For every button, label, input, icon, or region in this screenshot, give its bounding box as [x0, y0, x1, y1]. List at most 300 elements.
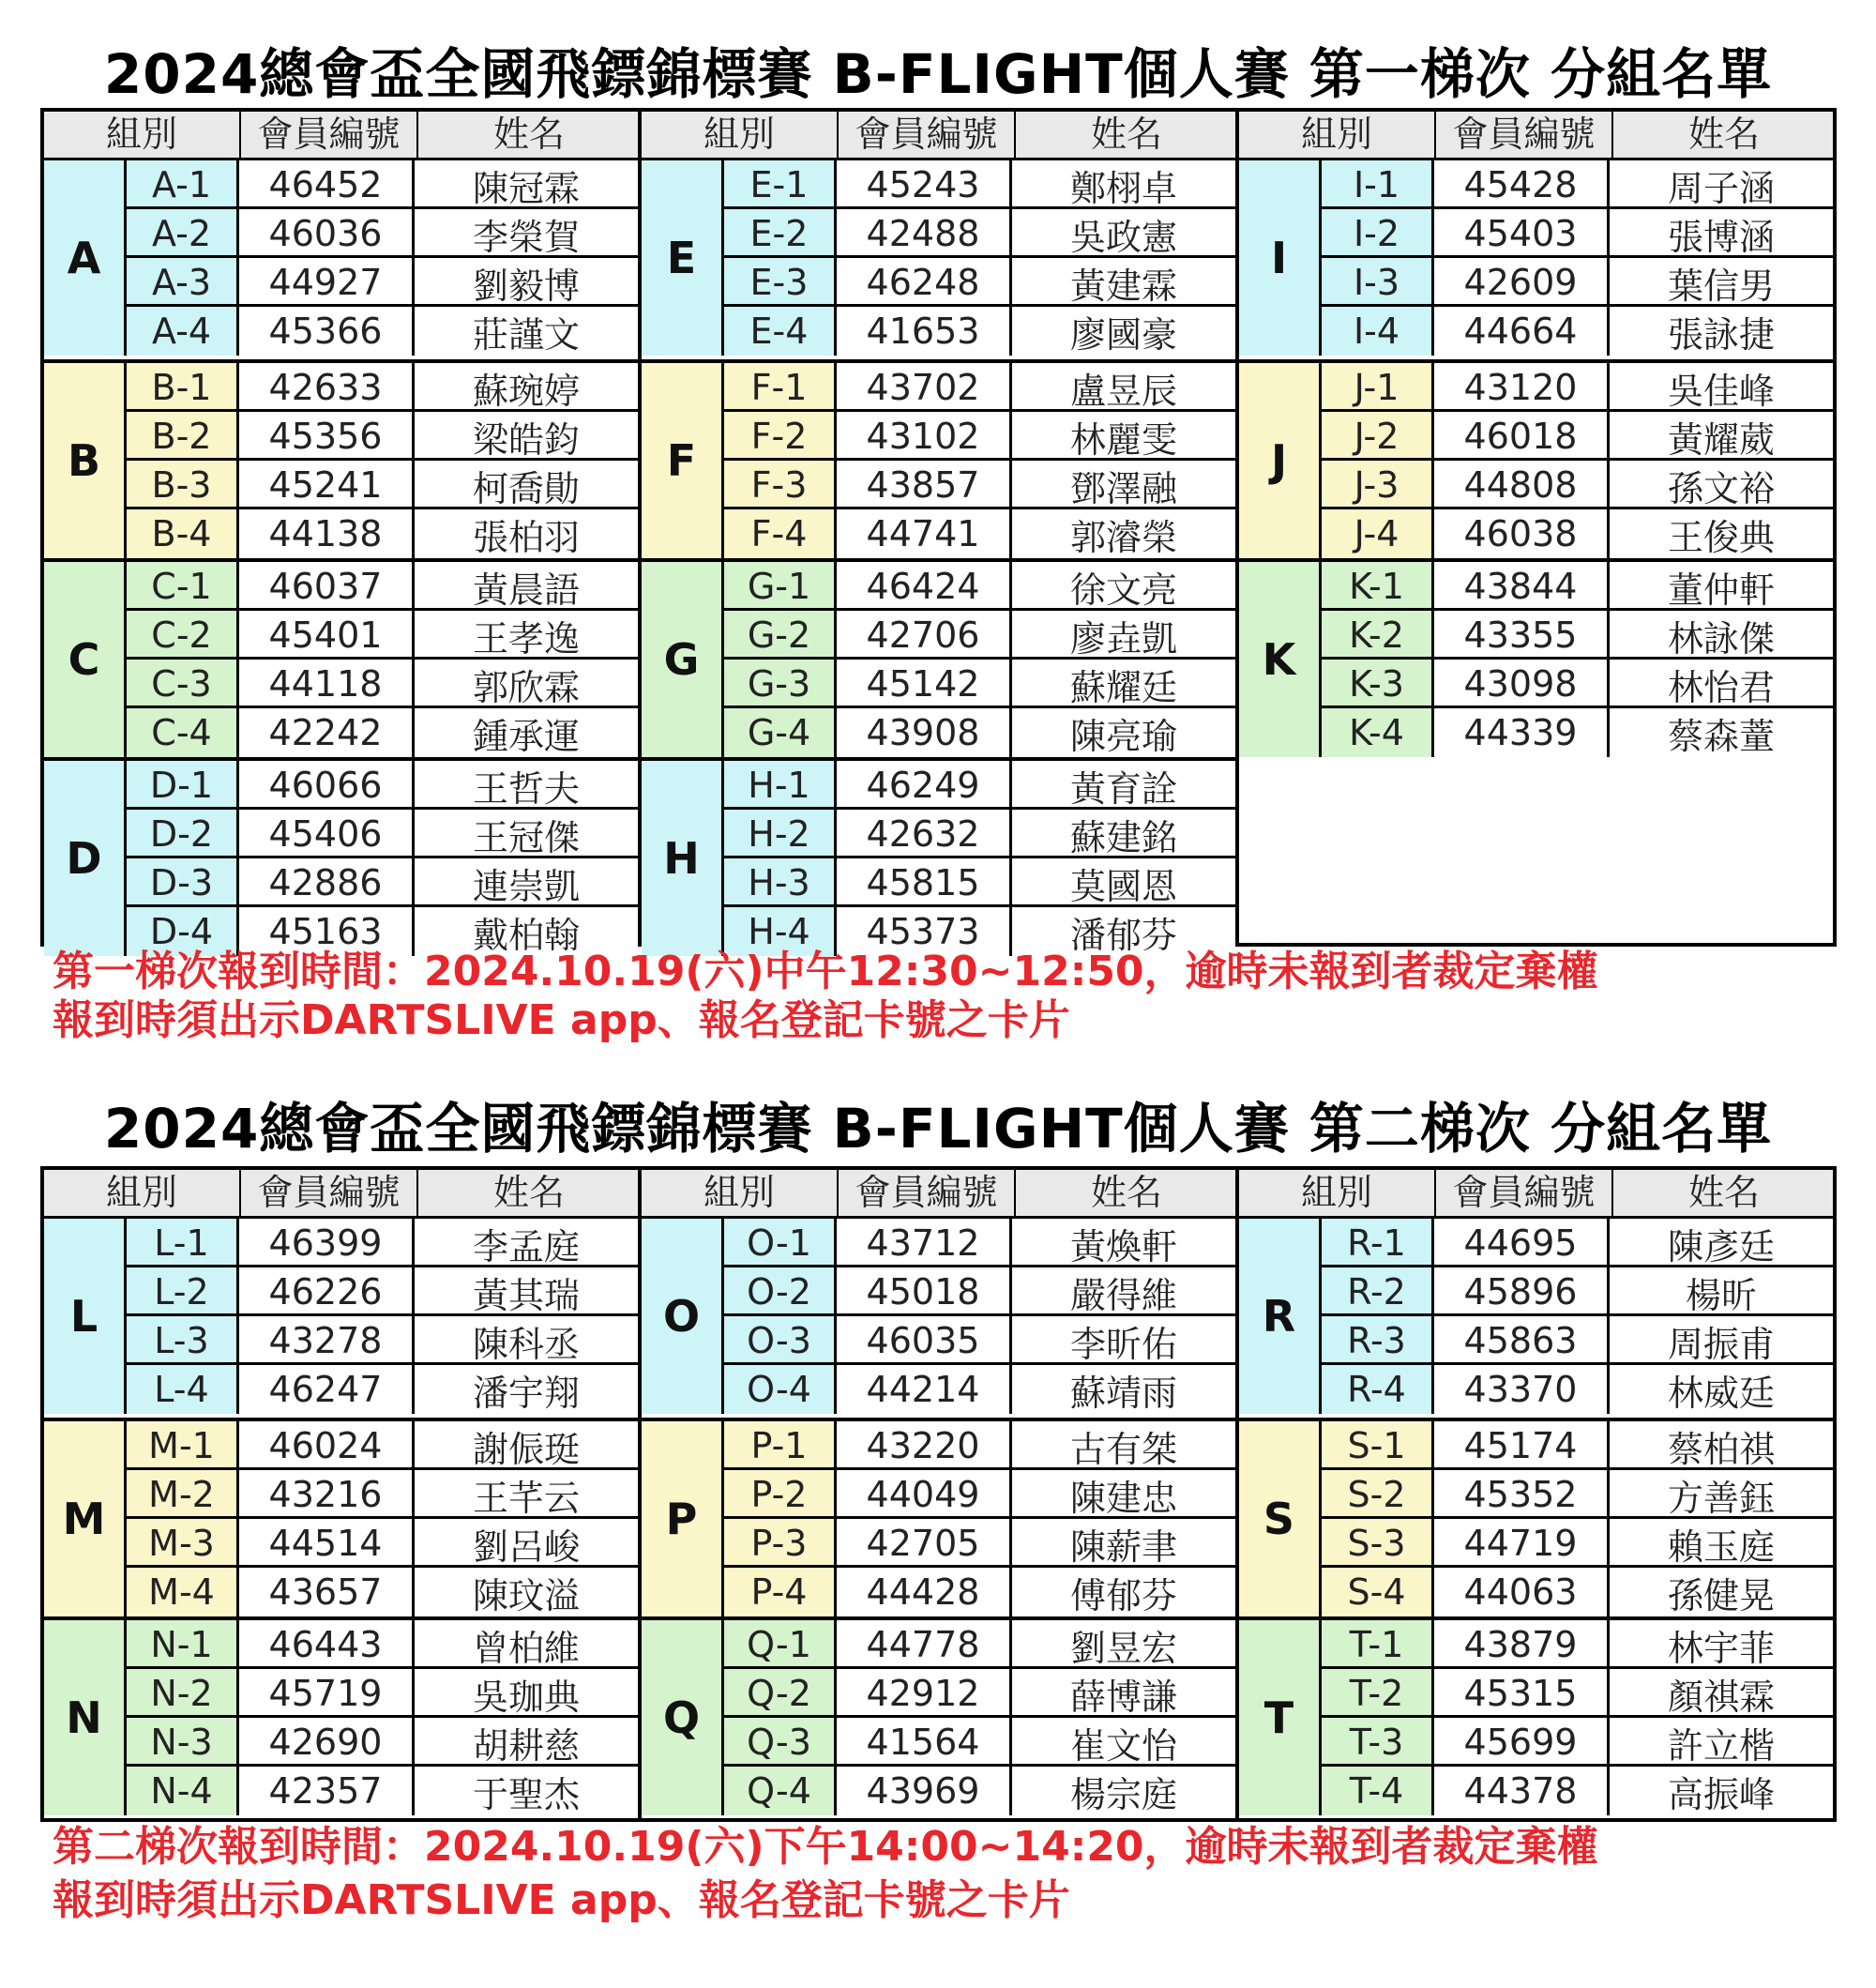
player-name: 黃育詮: [1012, 761, 1235, 810]
player-name: 胡耕慈: [415, 1718, 638, 1767]
seed-code: G-4: [724, 708, 837, 757]
section-1-column-1: [44, 112, 642, 956]
seed-code: B-3: [127, 461, 239, 509]
group-label: B: [44, 363, 127, 558]
player-name: 蘇琬婷: [415, 363, 638, 412]
table-row: [1322, 657, 1833, 708]
member-id: 45863: [1434, 1316, 1610, 1365]
player-name: 吳佳峰: [1610, 363, 1833, 412]
seed-code: M-2: [127, 1470, 239, 1519]
header-group: 組別: [1300, 1172, 1372, 1213]
group-label: S: [1239, 1421, 1322, 1616]
player-name: 陳玟溢: [415, 1568, 638, 1616]
table-row: [127, 1620, 638, 1669]
table-row: [724, 507, 1235, 558]
group-label: E: [642, 160, 724, 356]
table-row: [127, 507, 638, 558]
seed-code: H-2: [724, 810, 837, 858]
member-id: 44927: [239, 258, 415, 307]
player-name: 張詠捷: [1610, 307, 1833, 356]
section-1-card-note: 報到時須出示DARTSLIVE app、報名登記卡號之卡片: [53, 996, 1070, 1044]
seed-code: D-2: [127, 810, 239, 858]
seed-code: L-3: [127, 1316, 239, 1365]
player-name: 盧昱辰: [1012, 363, 1235, 412]
player-name: 王芊云: [415, 1470, 638, 1519]
group-label: Q: [642, 1620, 724, 1815]
seed-code: I-1: [1322, 160, 1434, 209]
player-name: 劉呂峻: [415, 1519, 638, 1568]
player-name: 柯喬勛: [415, 461, 638, 509]
table-row: [127, 608, 638, 660]
table-row: [724, 1265, 1235, 1316]
table-row: [1322, 409, 1833, 461]
player-name: 梁皓鈞: [415, 412, 638, 461]
table-row: [127, 761, 638, 810]
header-member-id: 會員編號: [837, 112, 1014, 158]
table-row: [724, 458, 1235, 509]
player-name: 蔡柏祺: [1610, 1421, 1833, 1470]
player-name: 陳建忠: [1012, 1470, 1235, 1519]
player-name: 林怡君: [1610, 660, 1833, 708]
table-row: [127, 657, 638, 708]
member-id: 46247: [239, 1365, 415, 1414]
table-row: [1322, 363, 1833, 412]
player-name: 許立楷: [1610, 1718, 1833, 1767]
player-name: 郭濬榮: [1012, 509, 1235, 558]
table-row: [127, 255, 638, 307]
player-name: 林詠傑: [1610, 611, 1833, 660]
table-row: [724, 1516, 1235, 1568]
seed-code: P-4: [724, 1568, 837, 1616]
seed-code: Q-2: [724, 1669, 837, 1718]
seed-code: B-4: [127, 509, 239, 558]
member-id: 44664: [1434, 307, 1610, 356]
table-row: [127, 1764, 638, 1815]
column-header: [642, 112, 1235, 160]
seed-code: G-1: [724, 562, 837, 611]
seed-code: J-4: [1322, 509, 1434, 558]
seed-code: O-4: [724, 1365, 837, 1414]
table-row: [1322, 1516, 1833, 1568]
member-id: 45401: [239, 611, 415, 660]
table-row: [127, 160, 638, 209]
seed-code: C-4: [127, 708, 239, 757]
member-id: 45366: [239, 307, 415, 356]
member-id: 43908: [837, 708, 1012, 757]
seed-code: T-2: [1322, 1669, 1434, 1718]
player-name: 陳亮瑜: [1012, 708, 1235, 757]
seed-code: M-3: [127, 1519, 239, 1568]
seed-code: R-4: [1322, 1365, 1434, 1414]
group-block-A: [44, 160, 638, 356]
table-row: [1322, 1467, 1833, 1519]
table-row: [127, 304, 638, 356]
member-id: 42242: [239, 708, 415, 757]
group-label: O: [642, 1219, 724, 1414]
group-block-J: [1239, 359, 1833, 558]
seed-code: I-4: [1322, 307, 1434, 356]
table-row: [127, 1715, 638, 1767]
seed-code: K-2: [1322, 611, 1434, 660]
member-id: 45315: [1434, 1669, 1610, 1718]
member-id: 43370: [1434, 1365, 1610, 1414]
member-id: 45243: [837, 160, 1012, 209]
seed-code: A-2: [127, 209, 239, 258]
seed-code: S-3: [1322, 1519, 1434, 1568]
table-row: [1322, 1565, 1833, 1616]
player-name: 林威廷: [1610, 1365, 1833, 1414]
group-label: F: [642, 363, 724, 558]
player-name: 周子涵: [1610, 160, 1833, 209]
member-id: 42632: [837, 810, 1012, 858]
seed-code: S-4: [1322, 1568, 1434, 1616]
player-name: 崔文怡: [1012, 1718, 1235, 1767]
column-header: [1239, 1170, 1833, 1219]
player-name: 楊昕: [1610, 1267, 1833, 1316]
table-row: [724, 1467, 1235, 1519]
member-id: 46424: [837, 562, 1012, 611]
seed-code: A-3: [127, 258, 239, 307]
table-row: [1322, 1764, 1833, 1815]
member-id: 46066: [239, 761, 415, 810]
header-member-id: 會員編號: [1434, 1170, 1611, 1216]
member-id: 45174: [1434, 1421, 1610, 1470]
member-id: 42609: [1434, 258, 1610, 307]
player-name: 楊宗庭: [1012, 1767, 1235, 1815]
table-row: [127, 458, 638, 509]
section-2-card-note: 報到時須出示DARTSLIVE app、報名登記卡號之卡片: [53, 1876, 1070, 1924]
seed-code: C-1: [127, 562, 239, 611]
seed-code: N-3: [127, 1718, 239, 1767]
group-label: I: [1239, 160, 1322, 356]
player-name: 孫文裕: [1610, 461, 1833, 509]
player-name: 王冠傑: [415, 810, 638, 858]
seed-code: E-1: [724, 160, 837, 209]
table-row: [1322, 1313, 1833, 1365]
header-group: 組別: [105, 114, 177, 155]
seed-code: Q-1: [724, 1620, 837, 1669]
table-row: [724, 562, 1235, 611]
table-row: [724, 706, 1235, 757]
table-row: [127, 1219, 638, 1267]
table-row: [724, 363, 1235, 412]
seed-code: E-2: [724, 209, 837, 258]
player-name: 黃建霖: [1012, 258, 1235, 307]
seed-code: K-3: [1322, 660, 1434, 708]
member-id: 43969: [837, 1767, 1012, 1815]
seed-code: H-3: [724, 858, 837, 907]
group-block-C: [44, 558, 638, 757]
section-2-column-2: [642, 1170, 1239, 1818]
player-name: 李昕佑: [1012, 1316, 1235, 1365]
table-row: [127, 1565, 638, 1616]
member-id: 43120: [1434, 363, 1610, 412]
player-name: 陳薪聿: [1012, 1519, 1235, 1568]
group-block-H: [642, 757, 1235, 956]
column-header: [44, 1170, 638, 1219]
table-row: [127, 856, 638, 907]
header-member-id: 會員編號: [1434, 112, 1611, 158]
section-1-title: 2024總會盃全國飛鏢錦標賽 B-FLIGHT個人賽 第一梯次 分組名單: [103, 42, 1773, 106]
seed-code: S-2: [1322, 1470, 1434, 1519]
member-id: 44719: [1434, 1519, 1610, 1568]
group-label: N: [44, 1620, 127, 1815]
group-block-F: [642, 359, 1235, 558]
player-name: 鄭栩卓: [1012, 160, 1235, 209]
member-id: 43220: [837, 1421, 1012, 1470]
member-id: 45356: [239, 412, 415, 461]
group-label: P: [642, 1421, 724, 1616]
group-label: R: [1239, 1219, 1322, 1414]
header-group: 組別: [105, 1172, 177, 1213]
group-block-K: [1239, 558, 1833, 757]
player-name: 吳珈典: [415, 1669, 638, 1718]
player-name: 林宇菲: [1610, 1620, 1833, 1669]
seed-code: M-1: [127, 1421, 239, 1470]
table-row: [724, 1666, 1235, 1718]
table-row: [724, 1219, 1235, 1267]
player-name: 黃煥軒: [1012, 1219, 1235, 1267]
seed-code: P-2: [724, 1470, 837, 1519]
player-name: 顏祺霖: [1610, 1669, 1833, 1718]
seed-code: T-3: [1322, 1718, 1434, 1767]
table-row: [127, 807, 638, 858]
header-member-id: 會員編號: [239, 112, 416, 158]
header-name: 姓名: [416, 112, 640, 158]
member-id: 43216: [239, 1470, 415, 1519]
member-id: 42886: [239, 858, 415, 907]
seed-code: G-2: [724, 611, 837, 660]
seed-code: H-4: [724, 907, 837, 956]
player-name: 高振峰: [1610, 1767, 1833, 1815]
member-id: 44138: [239, 509, 415, 558]
seed-code: D-3: [127, 858, 239, 907]
member-id: 44428: [837, 1568, 1012, 1616]
table-row: [724, 1620, 1235, 1669]
section-2-column-1: [44, 1170, 642, 1818]
table-row: [724, 304, 1235, 356]
group-label: A: [44, 160, 127, 356]
section-1-column-2: [642, 112, 1239, 956]
seed-code: G-3: [724, 660, 837, 708]
header-name: 姓名: [1014, 1170, 1237, 1216]
member-id: 44378: [1434, 1767, 1610, 1815]
seed-code: N-4: [127, 1767, 239, 1815]
player-name: 李孟庭: [415, 1219, 638, 1267]
seed-code: R-1: [1322, 1219, 1434, 1267]
member-id: 45352: [1434, 1470, 1610, 1519]
member-id: 43857: [837, 461, 1012, 509]
member-id: 46226: [239, 1267, 415, 1316]
group-label: T: [1239, 1620, 1322, 1815]
player-name: 鍾承運: [415, 708, 638, 757]
seed-code: L-4: [127, 1365, 239, 1414]
member-id: 45373: [837, 907, 1012, 956]
seed-code: O-3: [724, 1316, 837, 1365]
table-row: [127, 206, 638, 258]
seed-code: R-2: [1322, 1267, 1434, 1316]
player-name: 劉昱宏: [1012, 1620, 1235, 1669]
seed-code: F-1: [724, 363, 837, 412]
player-name: 黃其瑞: [415, 1267, 638, 1316]
member-id: 45403: [1434, 209, 1610, 258]
member-id: 45163: [239, 907, 415, 956]
player-name: 古有桀: [1012, 1421, 1235, 1470]
player-name: 徐文亮: [1012, 562, 1235, 611]
player-name: 林麗雯: [1012, 412, 1235, 461]
table-row: [1322, 1715, 1833, 1767]
table-row: [127, 1362, 638, 1414]
player-name: 李榮賀: [415, 209, 638, 258]
member-id: 45719: [239, 1669, 415, 1718]
table-row: [724, 1565, 1235, 1616]
section-2-title: 2024總會盃全國飛鏢錦標賽 B-FLIGHT個人賽 第二梯次 分組名單: [103, 1097, 1773, 1161]
group-block-O: [642, 1219, 1235, 1414]
member-id: 44514: [239, 1519, 415, 1568]
table-row: [127, 562, 638, 611]
table-row: [724, 1362, 1235, 1414]
group-block-M: [44, 1418, 638, 1616]
seed-code: L-2: [127, 1267, 239, 1316]
seed-code: Q-4: [724, 1767, 837, 1815]
section-2-table: [40, 1166, 1837, 1822]
player-name: 陳科丞: [415, 1316, 638, 1365]
table-row: [1322, 1666, 1833, 1718]
seed-code: A-4: [127, 307, 239, 356]
group-block-G: [642, 558, 1235, 757]
seed-code: H-1: [724, 761, 837, 810]
member-id: 43098: [1434, 660, 1610, 708]
group-label: M: [44, 1421, 127, 1616]
player-name: 王俊典: [1610, 509, 1833, 558]
player-name: 劉毅博: [415, 258, 638, 307]
seed-code: D-1: [127, 761, 239, 810]
player-name: 葉信男: [1610, 258, 1833, 307]
group-block-I: [1239, 160, 1833, 356]
player-name: 傅郁芬: [1012, 1568, 1235, 1616]
table-row: [1322, 608, 1833, 660]
member-id: 43102: [837, 412, 1012, 461]
player-name: 廖垚凱: [1012, 611, 1235, 660]
table-row: [127, 706, 638, 757]
table-row: [1322, 1265, 1833, 1316]
player-name: 曾柏維: [415, 1620, 638, 1669]
section-1-table: [40, 108, 1837, 956]
seed-code: T-1: [1322, 1620, 1434, 1669]
member-id: 43879: [1434, 1620, 1610, 1669]
group-block-R: [1239, 1219, 1833, 1414]
member-id: 42912: [837, 1669, 1012, 1718]
seed-code: P-3: [724, 1519, 837, 1568]
player-name: 莫國恩: [1012, 858, 1235, 907]
section-1-column-3: [1239, 112, 1833, 943]
table-row: [724, 206, 1235, 258]
player-name: 王孝逸: [415, 611, 638, 660]
member-id: 44339: [1434, 708, 1610, 757]
group-block-E: [642, 160, 1235, 356]
seed-code: Q-3: [724, 1718, 837, 1767]
seed-code: I-3: [1322, 258, 1434, 307]
seed-code: T-4: [1322, 1767, 1434, 1815]
seed-code: L-1: [127, 1219, 239, 1267]
table-row: [127, 1313, 638, 1365]
column-header: [1239, 112, 1833, 160]
seed-code: F-2: [724, 412, 837, 461]
player-name: 蘇耀廷: [1012, 660, 1235, 708]
member-id: 41653: [837, 307, 1012, 356]
table-row: [1322, 206, 1833, 258]
member-id: 44808: [1434, 461, 1610, 509]
player-name: 薛博謙: [1012, 1669, 1235, 1718]
member-id: 41564: [837, 1718, 1012, 1767]
group-label: J: [1239, 363, 1322, 558]
table-row: [1322, 304, 1833, 356]
seed-code: I-2: [1322, 209, 1434, 258]
group-block-T: [1239, 1616, 1833, 1815]
group-block-Q: [642, 1616, 1235, 1815]
table-row: [724, 1313, 1235, 1365]
table-row: [1322, 562, 1833, 611]
player-name: 孫健晃: [1610, 1568, 1833, 1616]
table-row: [127, 1516, 638, 1568]
player-name: 黃耀葳: [1610, 412, 1833, 461]
group-block-P: [642, 1418, 1235, 1616]
table-row: [127, 1467, 638, 1519]
member-id: 46024: [239, 1421, 415, 1470]
member-id: 44695: [1434, 1219, 1610, 1267]
table-row: [127, 1265, 638, 1316]
player-name: 吳政憲: [1012, 209, 1235, 258]
group-block-S: [1239, 1418, 1833, 1616]
group-label: K: [1239, 562, 1322, 757]
header-name: 姓名: [1611, 1170, 1835, 1216]
table-row: [1322, 706, 1833, 757]
seed-code: K-4: [1322, 708, 1434, 757]
player-name: 連崇凱: [415, 858, 638, 907]
table-row: [127, 363, 638, 412]
section-1-checkin-note: 第一梯次報到時間：2024.10.19(六)中午12:30~12:50，逾時未報到者裁定棄權: [53, 948, 1598, 995]
player-name: 嚴得維: [1012, 1267, 1235, 1316]
member-id: 43712: [837, 1219, 1012, 1267]
member-id: 46036: [239, 209, 415, 258]
member-id: 43844: [1434, 562, 1610, 611]
member-id: 42690: [239, 1718, 415, 1767]
player-name: 張柏羽: [415, 509, 638, 558]
group-label: H: [642, 761, 724, 956]
member-id: 44778: [837, 1620, 1012, 1669]
player-name: 董仲軒: [1610, 562, 1833, 611]
seed-code: R-3: [1322, 1316, 1434, 1365]
column-header: [642, 1170, 1235, 1219]
player-name: 潘宇翔: [415, 1365, 638, 1414]
table-row: [127, 1666, 638, 1718]
group-label: L: [44, 1219, 127, 1414]
header-group: 組別: [703, 114, 775, 155]
member-id: 46452: [239, 160, 415, 209]
player-name: 謝侲珽: [415, 1421, 638, 1470]
player-name: 蘇建銘: [1012, 810, 1235, 858]
table-row: [724, 409, 1235, 461]
member-id: 42706: [837, 611, 1012, 660]
table-row: [724, 1715, 1235, 1767]
group-label: C: [44, 562, 127, 757]
member-id: 44118: [239, 660, 415, 708]
group-block-L: [44, 1219, 638, 1414]
table-row: [724, 160, 1235, 209]
header-name: 姓名: [416, 1170, 640, 1216]
seed-code: F-4: [724, 509, 837, 558]
group-block-N: [44, 1616, 638, 1815]
